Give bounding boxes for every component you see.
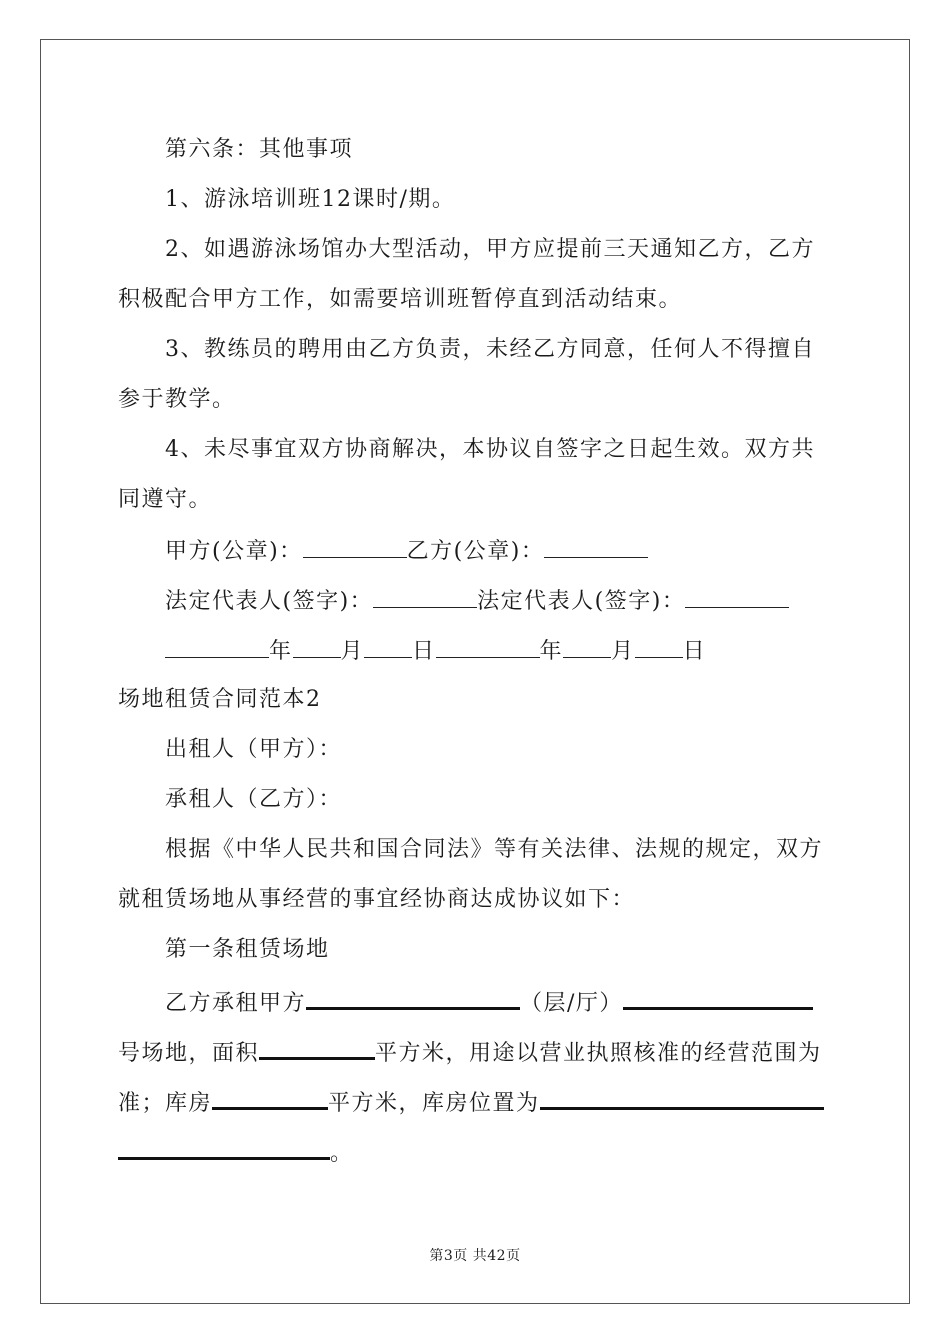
storage-label: 准；库房 [118, 1091, 213, 1116]
clause-2-line-2: 积极配合甲方工作，如需要培训班暂停直到活动结束。 [118, 287, 683, 312]
article-one-title: 第一条租赁场地 [165, 937, 330, 962]
year-a-blank [165, 635, 269, 658]
lease-label: 乙方承租甲方 [165, 991, 307, 1016]
legal-basis-line-2: 就租赁场地从事经营的事宜经协商达成协议如下： [118, 887, 636, 912]
venue-blank [306, 985, 520, 1010]
storage-area-blank [212, 1085, 328, 1110]
representative-line [165, 585, 789, 617]
rep-a-label: 法定代表人(签字)： [165, 589, 374, 614]
storage-line [118, 1085, 824, 1119]
area-label: 号场地，面积 [118, 1041, 260, 1066]
year-b-blank [436, 635, 540, 658]
party-a-seal-label: 甲方(公章)： [165, 539, 303, 564]
lease-line [165, 985, 813, 1019]
seal-line [165, 535, 648, 567]
month-a-label: 月 [340, 639, 365, 664]
page-footer [0, 1245, 950, 1265]
month-b-blank [563, 635, 611, 658]
area-blank [259, 1035, 375, 1060]
contract-2-title: 场地租赁合同范本2 [118, 687, 322, 712]
day-b-blank [635, 635, 683, 658]
rep-b-blank [685, 585, 789, 608]
date-line [165, 635, 706, 667]
storage-location-blank-1 [540, 1085, 824, 1110]
article-six-title: 第六条：其他事项 [165, 137, 354, 162]
page-number: 第3页 [429, 1248, 468, 1264]
month-a-blank [293, 635, 341, 658]
floor-hall-label: （层/厅） [520, 991, 623, 1016]
lessor-label: 出租人（甲方）： [165, 737, 343, 762]
party-b-seal-label: 乙方(公章)： [406, 539, 545, 564]
party-a-seal-blank [303, 535, 407, 558]
year-b-label: 年 [539, 639, 564, 664]
day-a-blank [364, 635, 412, 658]
clause-3-line-1: 3、教练员的聘用由乙方负责，未经乙方同意，任何人不得擅自 [165, 337, 815, 362]
storage-line-2 [118, 1135, 354, 1169]
day-b-label: 日 [682, 639, 707, 664]
day-a-label: 日 [412, 639, 436, 664]
area-usage-text: 平方米，用途以营业执照核准的经营范围为 [375, 1041, 822, 1066]
clause-4-line-1: 4、未尽事宜双方协商解决，本协议自签字之日起生效。双方共 [165, 437, 815, 462]
rep-a-blank [373, 585, 477, 608]
month-b-label: 月 [611, 639, 635, 664]
storage-location-text: 平方米，库房位置为 [328, 1091, 540, 1116]
area-line [118, 1035, 822, 1069]
clause-2-line-1: 2、如遇游泳场馆办大型活动，甲方应提前三天通知乙方，乙方 [165, 237, 815, 262]
storage-location-blank-2 [118, 1135, 330, 1160]
end-punctuation: 。 [330, 1141, 354, 1166]
total-pages: 共42页 [472, 1248, 521, 1264]
year-a-label: 年 [269, 639, 293, 664]
clause-3-line-2: 参于教学。 [118, 387, 236, 412]
rep-b-label: 法定代表人(签字)： [477, 589, 686, 614]
legal-basis-line-1: 根据《中华人民共和国合同法》等有关法律、法规的规定，双方 [165, 837, 824, 862]
lessee-label: 承租人（乙方）： [165, 787, 343, 812]
party-b-seal-blank [544, 535, 648, 558]
venue-number-blank [623, 985, 813, 1010]
clause-1: 1、游泳培训班12课时/期。 [165, 187, 456, 212]
clause-4-line-2: 同遵守。 [118, 487, 213, 512]
